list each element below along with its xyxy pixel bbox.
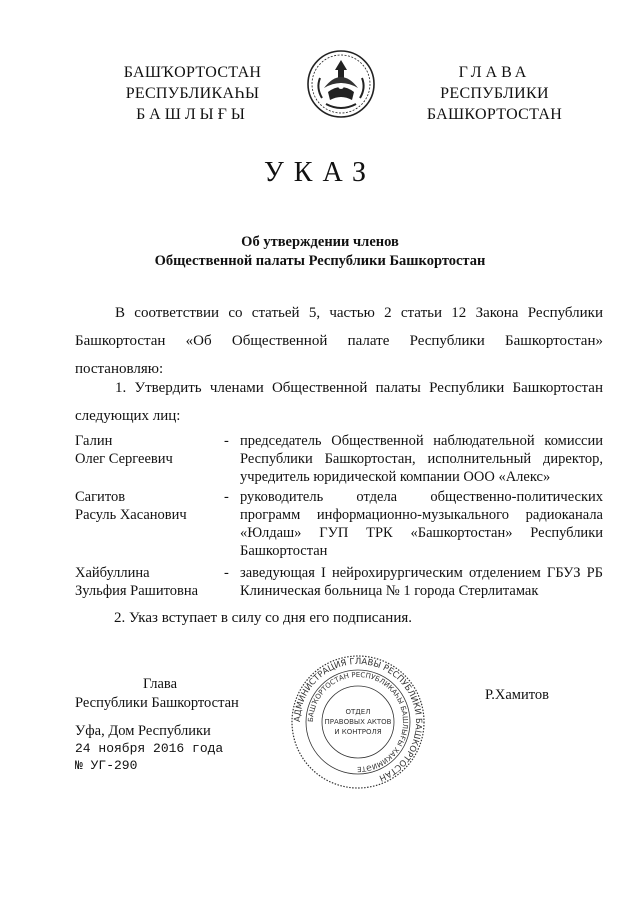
document-title: УКАЗ <box>263 157 377 188</box>
member-given-names: Олег Сергеевич <box>75 451 173 467</box>
member-desc-line: заведующая I нейрохирургическим отделением ГБУЗ РБ <box>240 565 603 581</box>
member-given-names: Расуль Хасанович <box>75 507 187 523</box>
header-left-line: БАШЛЫҒЫ <box>136 106 249 123</box>
stamp-inner-text: БАШҠОРТОСТАН РЕСПУБЛИКАҺЫ БАШЛЫҒЫ ХАКИМИӘТЕ <box>306 670 410 774</box>
member-description <box>240 564 603 600</box>
decree-number: № УГ-290 <box>75 758 138 773</box>
header-russian <box>402 62 587 125</box>
stamp-center-line: ОТДЕЛ <box>345 708 371 716</box>
signatory-title: Глава <box>142 676 178 692</box>
member-desc-line: руководитель отдела общественно-политических <box>240 489 603 505</box>
signing-date: 24 ноября 2016 года <box>75 741 224 756</box>
preamble-last-line: постановляю: <box>75 361 164 377</box>
member-surname: Сагитов <box>75 489 126 505</box>
member-dash: - <box>224 489 229 505</box>
member-description <box>240 432 603 486</box>
header-bashkir <box>100 62 285 125</box>
member-surname: Хайбуллина <box>75 565 150 581</box>
stamp-center-line: ПРАВОВЫХ АКТОВ <box>324 718 392 726</box>
member-name <box>75 564 235 600</box>
member-desc-line: программ информационно-музыкального радиоканала <box>240 507 603 523</box>
subject-line: Общественной палаты Республики Башкортостан <box>154 253 486 269</box>
member-desc-last: учредитель юридической компании ООО «Алекс» <box>240 469 551 485</box>
signatory-region: Республики Башкортостан <box>75 695 239 711</box>
stamp-outer-text: АДМИНИСТРАЦИЯ ГЛАВЫ РЕСПУБЛИКИ БАШКОРТОСТАН <box>292 656 424 783</box>
signatory-name: Р.Хамитов <box>485 687 549 703</box>
item-1-line: 1. Утвердить членами Общественной палаты Республики Башкортостан <box>115 380 603 396</box>
item-1-line: следующих лиц: <box>75 408 181 424</box>
header-left-line: РЕСПУБЛИКАҺЫ <box>125 85 260 102</box>
member-dash: - <box>224 433 229 449</box>
preamble <box>75 299 603 383</box>
item-2: 2. Указ вступает в силу со дня его подписания. <box>114 610 412 626</box>
member-name <box>75 488 235 524</box>
signatory-position <box>75 675 245 713</box>
member-desc-line: Республики Башкортостан, исполнительный директор, <box>240 451 603 467</box>
item-1 <box>75 374 603 430</box>
member-given-names: Зульфия Рашитовна <box>75 583 199 599</box>
member-desc-line: председатель Общественной наблюдательной комиссии <box>240 433 603 449</box>
member-name <box>75 432 235 468</box>
preamble-line: Башкортостан «Об Общественной палате Республики Башкортостан» <box>75 333 603 349</box>
member-surname: Галин <box>75 433 113 449</box>
header-right-line: РЕСПУБЛИКИ <box>440 85 549 102</box>
official-stamp <box>288 652 428 792</box>
member-description <box>240 488 603 560</box>
signing-place: Уфа, Дом Республики <box>75 723 211 739</box>
member-dash: - <box>224 565 229 581</box>
member-desc-last: Клиническая больница № 1 города Стерлитамак <box>240 583 539 599</box>
member-desc-last: Башкортостан <box>240 543 328 559</box>
header-left-line: БАШҠОРТОСТАН <box>123 64 262 81</box>
stamp-center-line: И КОНТРОЛЯ <box>334 728 382 736</box>
header-right-line: ГЛАВА <box>458 64 531 81</box>
header-right-line: БАШКОРТОСТАН <box>426 106 563 123</box>
coat-of-arms-icon <box>302 48 380 120</box>
preamble-line: В соответствии со статьей 5, частью 2 статьи 12 Закона Республики <box>115 305 603 321</box>
document-subject <box>0 233 640 271</box>
subject-line: Об утверждении членов <box>241 234 399 250</box>
member-desc-line: «Юлдаш» ГУП ТРК «Башкортостан» Республики <box>240 525 603 541</box>
